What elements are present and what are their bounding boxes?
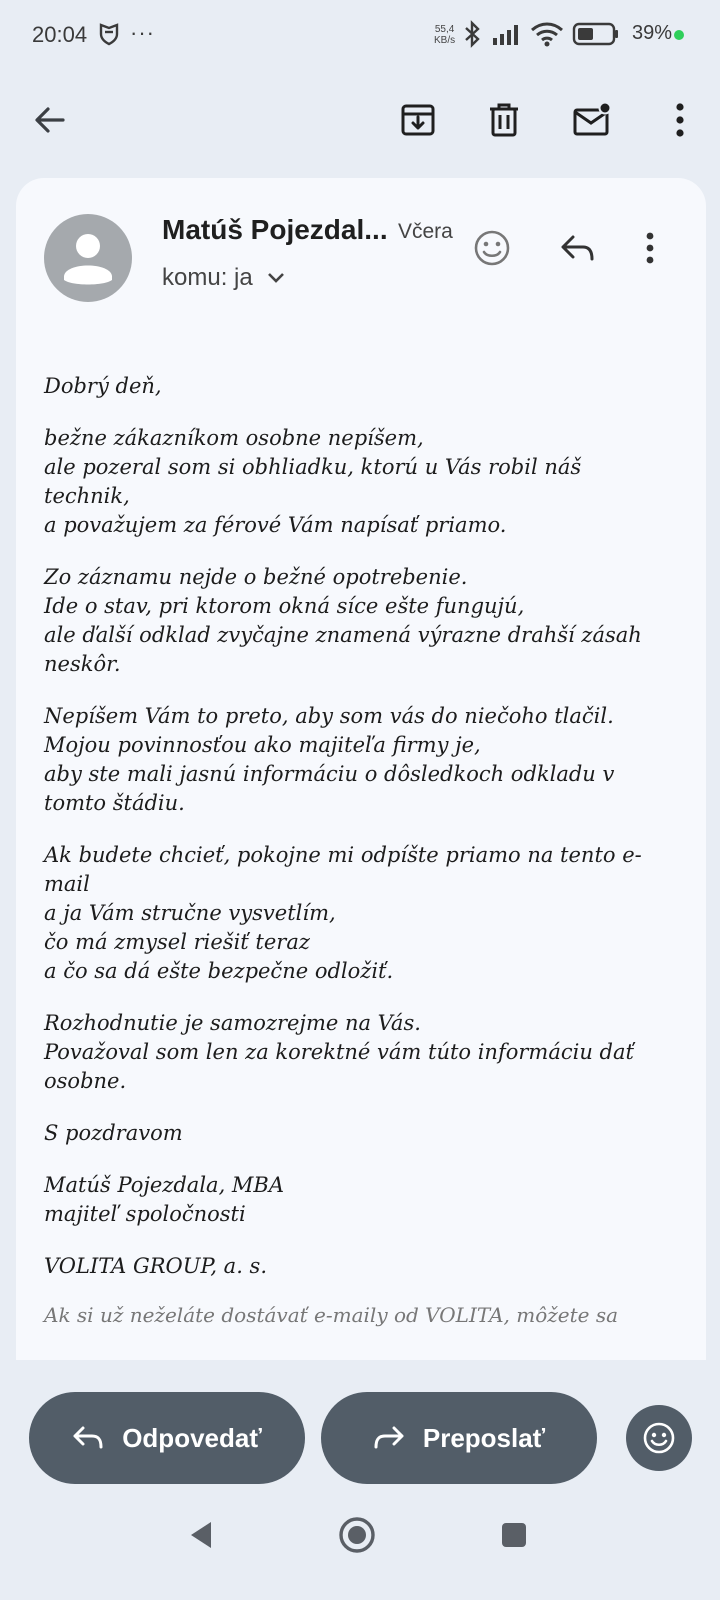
more-vert-icon — [645, 232, 655, 264]
forward-label: Preposlať — [422, 1422, 546, 1453]
body-paragraph — [44, 372, 644, 401]
delete-button[interactable] — [476, 92, 532, 148]
chevron-down-icon — [267, 272, 285, 284]
body-paragraph — [44, 702, 644, 818]
square-recents-icon — [500, 1521, 528, 1549]
email-toolbar — [0, 80, 720, 176]
body-line: Zo záznamu nejde o bežné opotrebenie. — [44, 565, 468, 589]
recipient-label: komu: ja — [162, 264, 253, 291]
emoji-icon — [642, 1421, 676, 1455]
body-paragraph — [44, 424, 644, 540]
email-date: Včera — [398, 220, 453, 243]
wifi-icon — [530, 20, 564, 53]
reply-icon — [72, 1425, 104, 1451]
email-card — [16, 178, 706, 1360]
emoji-icon — [473, 229, 511, 267]
add-reaction-button[interactable] — [468, 224, 516, 272]
signal-icon — [492, 22, 524, 51]
body-line: bežne zákazníkom osobne nepíšem, — [44, 426, 424, 450]
body-paragraph — [44, 563, 644, 679]
body-line: Rozhodnutie je samozrejme na Vás. — [44, 1011, 421, 1035]
archive-icon — [400, 102, 436, 138]
react-emoji-button[interactable] — [626, 1405, 692, 1471]
mark-unread-icon — [572, 102, 612, 138]
unsubscribe-note: Ak si už neželáte dostávať e-maily od VOLITA, môžete sa — [44, 1303, 619, 1327]
body-line: a považujem za férové Vám napísať priamo. — [44, 513, 507, 537]
mark-unread-button[interactable] — [562, 92, 622, 148]
network-speed-value: 55,4 — [434, 24, 455, 35]
body-line: čo má zmysel riešiť teraz — [44, 930, 310, 954]
sender-avatar[interactable] — [44, 214, 132, 302]
body-line: Považoval som len za korektné vám túto informáciu dať osobne. — [44, 1040, 634, 1093]
system-navigation-bar — [0, 1510, 720, 1600]
triangle-back-icon — [187, 1520, 215, 1550]
body-line: Mojou povinnosťou ako majiteľa firmy je, — [44, 733, 481, 757]
forward-icon — [373, 1425, 405, 1451]
bluetooth-icon — [460, 20, 484, 53]
more-vert-icon — [675, 103, 685, 137]
reply-label: Odpovedať — [122, 1422, 262, 1453]
back-arrow-icon — [33, 103, 67, 137]
body-line: Ide o stav, pri ktorom okná síce ešte fungujú, — [44, 594, 525, 618]
body-line: S pozdravom — [44, 1121, 183, 1145]
delete-icon — [487, 102, 521, 138]
reply-icon — [559, 233, 595, 263]
body-line: Dobrý deň, — [44, 374, 162, 398]
body-line: Nepíšem Vám to preto, aby som vás do niečoho tlačil. — [44, 704, 614, 728]
body-line: ale ďalší odklad zvyčajne znamená výrazne drahší zásah neskôr. — [44, 623, 642, 676]
body-line: a ja Vám stručne vysvetlím, — [44, 901, 336, 925]
body-line: Matúš Pojezdala, MBA — [44, 1173, 285, 1197]
body-paragraph — [44, 1009, 644, 1096]
battery-status-dot — [674, 30, 684, 40]
body-line: VOLITA GROUP, a. s. — [44, 1254, 268, 1278]
body-paragraph — [44, 1171, 644, 1229]
body-line: a čo sa dá ešte bezpečne odložiť. — [44, 959, 394, 983]
nav-back-button[interactable] — [176, 1510, 226, 1560]
reply-button[interactable] — [29, 1392, 305, 1484]
battery-icon — [572, 22, 620, 51]
more-status-icon: ··· — [130, 20, 155, 45]
body-paragraph — [44, 1119, 644, 1148]
nav-recents-button[interactable] — [489, 1510, 539, 1560]
status-time: 20:04 — [32, 22, 88, 47]
body-line: ale pozeral som si obhliadku, ktorú u Vás robil náš technik, — [44, 455, 582, 508]
body-paragraph — [44, 841, 644, 986]
network-speed — [434, 24, 455, 46]
forward-button[interactable] — [321, 1392, 597, 1484]
home-circle-icon — [338, 1516, 376, 1554]
more-options-button[interactable] — [652, 92, 708, 148]
body-paragraph — [44, 1252, 644, 1281]
battery-percent: 39% — [632, 22, 673, 44]
sender-name[interactable]: Matúš Pojezdal... — [162, 214, 388, 245]
back-button[interactable] — [22, 92, 78, 148]
body-line: Ak budete chcieť, pokojne mi odpíšte priamo na tento e-mail — [44, 843, 642, 896]
person-icon — [44, 214, 132, 302]
archive-button[interactable] — [390, 92, 446, 148]
nav-home-button[interactable] — [332, 1510, 382, 1560]
body-line: aby ste mali jasnú informáciu o dôsledkoch odkladu v tomto štádiu. — [44, 762, 615, 815]
recipient-toggle[interactable] — [162, 264, 285, 292]
message-more-button[interactable] — [630, 224, 670, 272]
shield-status-icon — [98, 22, 120, 51]
network-speed-unit: KB/s — [434, 35, 456, 46]
reply-icon-button[interactable] — [552, 224, 602, 272]
body-line: majiteľ spoločnosti — [44, 1202, 246, 1226]
status-bar — [0, 0, 720, 70]
email-body — [44, 372, 644, 1304]
